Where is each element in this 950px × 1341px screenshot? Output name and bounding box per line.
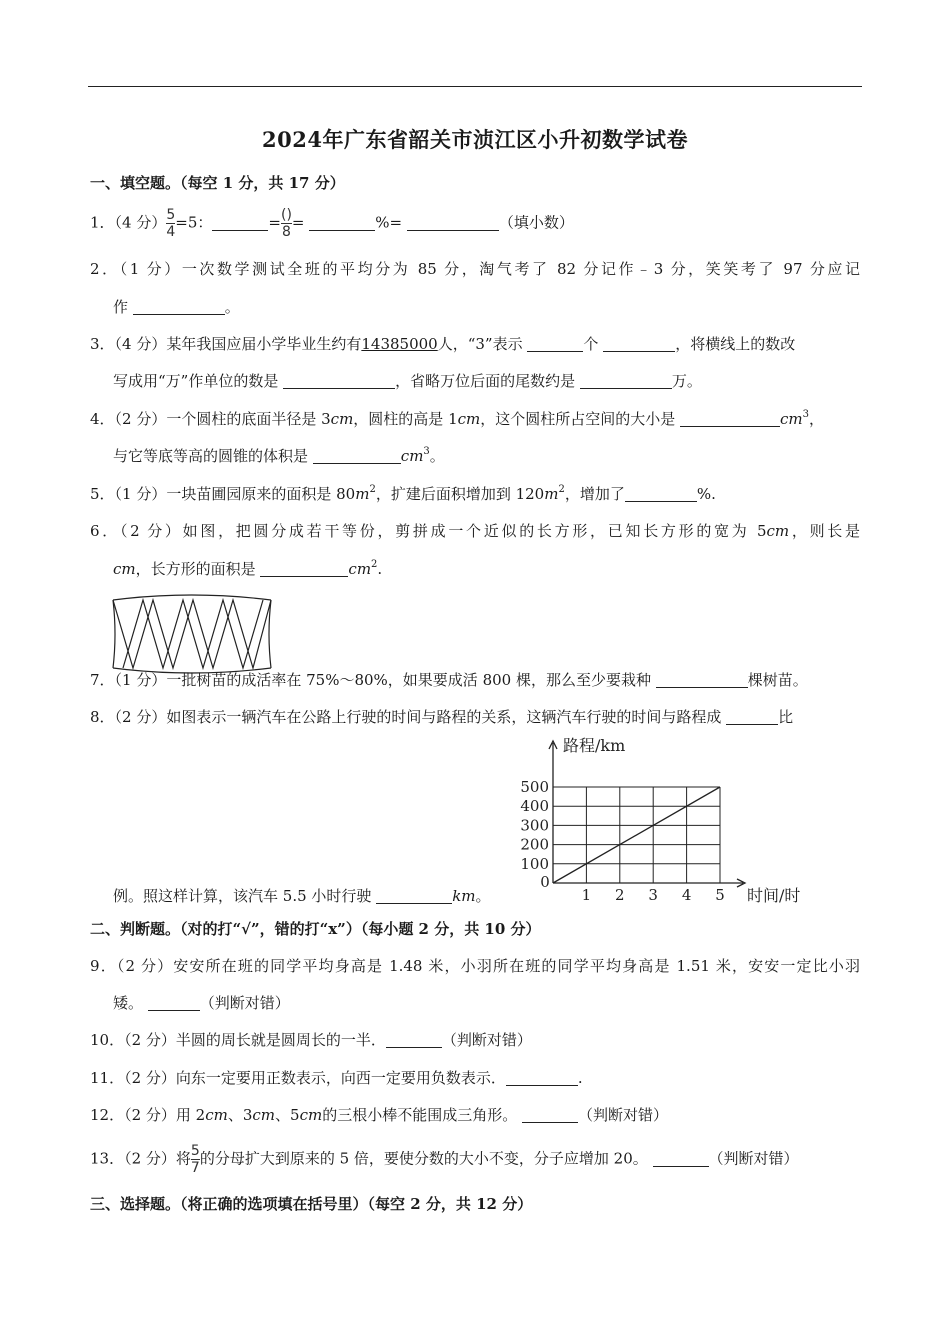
answer-blank[interactable]: [625, 485, 697, 502]
fraction-5-4: $\frac{5}{4}$: [166, 207, 176, 240]
header-rule: [88, 86, 862, 87]
sector-rectangle-figure: [111, 594, 273, 676]
page-title: 2024年广东省韶关市浈江区小升初数学试卷: [262, 127, 688, 152]
y-tick-label: 100: [520, 854, 549, 873]
question-6-line2: cm，长方形的面积是 $cm^2$.: [113, 559, 383, 578]
question-9-line2: 矮。 （判断对错）: [113, 994, 290, 1012]
x-tick-label: 3: [648, 886, 658, 904]
question-11: 11．（2 分）向东一定要用正数表示，向西一定要用负数表示． .: [90, 1069, 583, 1087]
chart-x-label: 时间/时: [747, 886, 801, 905]
answer-blank[interactable]: [653, 1150, 709, 1167]
answer-blank[interactable]: [527, 335, 583, 352]
chart-series: [553, 787, 720, 883]
answer-blank[interactable]: [506, 1069, 578, 1086]
question-12: 12．（2 分）用 2cm、3cm、5cm的三根小棒不能围成三角形。 （判断对错）: [90, 1106, 668, 1124]
x-tick-label: 1: [581, 886, 592, 904]
answer-blank[interactable]: [580, 372, 672, 389]
question-2: 2．（1 分）一次数学测试全班的平均分为 85 分，淘气考了 82 分记作﹣3 分，笑笑考了 97 分应记: [90, 260, 860, 278]
answer-blank[interactable]: [376, 887, 452, 904]
y-tick-label: 300: [520, 816, 549, 835]
answer-blank[interactable]: [603, 335, 675, 352]
x-tick-label: 0: [540, 873, 550, 891]
answer-blank[interactable]: [726, 708, 778, 725]
answer-blank[interactable]: [680, 410, 780, 427]
answer-blank[interactable]: [656, 671, 748, 688]
x-tick-label: 4: [681, 886, 692, 904]
answer-blank[interactable]: [283, 372, 395, 389]
question-13: 13．（2 分）将 $\frac{5}{7}$ 的分母扩大到原来的 5 倍，要使分数的大小不变，分子应增加 20。 （判断对错）: [90, 1143, 799, 1176]
answer-blank[interactable]: [407, 214, 499, 231]
question-7: 7．（1 分）一批树苗的成活率在 75%～80%，如果要成活 800 棵，那么至少要栽种 棵树苗。: [90, 671, 808, 689]
section-true-false: 二、判断题。（对的打“√”，错的打“x”）（每小题 2 分，共 10 分）: [90, 920, 541, 938]
question-4-line2: 与它等底等高的圆锥的体积是 $cm^3$。: [113, 446, 445, 465]
question-1: 1．（4 分） $\frac{5}{4}$ =5： = $\frac{()}{8}$ = %= （填小数）: [90, 207, 574, 240]
answer-blank[interactable]: [522, 1106, 578, 1123]
section-multiple-choice: 三、选择题。（将正确的选项填在括号里）（每空 2 分，共 12 分）: [90, 1195, 533, 1213]
answer-blank[interactable]: [212, 214, 268, 231]
question-3-line2: 写成用“万”作单位的数是 ，省略万位后面的尾数约是 万。: [113, 372, 702, 390]
question-5: 5．（1 分）一块苗圃园原来的面积是 $80m^2$，扩建后面积增加到 $120m^2$，增加了 %.: [90, 484, 716, 503]
question-4: 4．（2 分）一个圆柱的底面半径是 3cm，圆柱的高是 1cm，这个圆柱所占空间的大小是 $cm^3$，: [90, 409, 825, 428]
section-fill-in: 一、填空题。（每空 1 分，共 17 分）: [90, 174, 345, 192]
answer-blank[interactable]: [386, 1031, 442, 1048]
chart-axes: [549, 741, 745, 887]
question-3: 3．（4 分）某年我国应届小学毕业生约有14385000人，“3”表示 个 ，将横线上的数改: [90, 335, 796, 353]
answer-blank[interactable]: [148, 994, 200, 1011]
series-line: [553, 787, 720, 883]
y-tick-label: 200: [520, 835, 549, 854]
question-8: 8．（2 分）如图表示一辆汽车在公路上行驶的时间与路程的关系，这辆汽车行驶的时间与路程成 比: [90, 708, 794, 726]
answer-blank[interactable]: [133, 298, 225, 315]
answer-blank[interactable]: [309, 214, 375, 231]
question-8-line2: 例。照这样计算，该汽车 5.5 小时行驶 km。: [113, 887, 491, 905]
y-tick-label: 500: [520, 778, 549, 796]
question-2-line2: 作 。: [113, 298, 240, 316]
y-tick-label: 400: [520, 797, 549, 816]
question-9: 9．（2 分）安安所在班的同学平均身高是 1.48 米，小羽所在班的同学平均身高是 1.51 米，安安一定比小羽: [90, 957, 860, 975]
x-tick-label: 2: [615, 886, 625, 904]
x-tick-label: 5: [715, 886, 725, 904]
answer-blank[interactable]: [313, 447, 401, 464]
question-10: 10．（2 分）半圆的周长就是圆周长的一半． （判断对错）: [90, 1031, 532, 1049]
answer-blank[interactable]: [260, 560, 348, 577]
chart-y-label: 路程/km: [563, 736, 626, 755]
fraction-blank-8: $\frac{()}{8}$: [280, 207, 292, 240]
fraction-5-7: $\frac{5}{7}$: [190, 1143, 200, 1176]
question-6: 6．（2 分）如图，把圆分成若干等份，剪拼成一个近似的长方形，已知长方形的宽为 5cm，则长是: [90, 522, 860, 540]
